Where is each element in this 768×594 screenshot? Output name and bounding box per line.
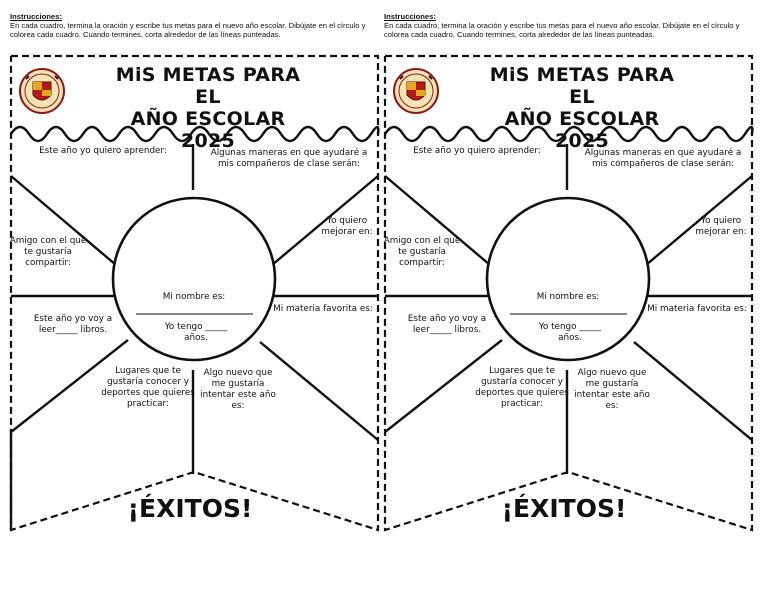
exitos-banner: ¡ÉXITOS! bbox=[127, 494, 253, 523]
prompt-ayudare: Algunas maneras en que ayudaré a mis compañeros de clase serán: bbox=[584, 148, 742, 169]
prompt-nombre: Mi nombre es: bbox=[162, 292, 226, 302]
prompt-materia: Mi materia favorita es: bbox=[647, 304, 747, 314]
school-seal-icon bbox=[392, 67, 440, 115]
prompt-mejorar: Yo quiero mejorar en: bbox=[695, 216, 747, 237]
worksheet-left bbox=[8, 12, 382, 542]
prompt-aprender: Este año yo quiero aprender: bbox=[39, 146, 167, 156]
school-seal-icon bbox=[18, 67, 66, 115]
prompt-amigo: Amigo con el que te gustaría compartir: bbox=[9, 236, 87, 268]
title-line-2: AÑO ESCOLAR 2025 bbox=[130, 108, 286, 152]
instructions-title: Instrucciones: bbox=[384, 12, 436, 21]
prompt-nuevo: Algo nuevo que me gustaría intentar este año es: bbox=[574, 368, 650, 411]
title-line-1: MiS METAS PARA EL bbox=[115, 64, 301, 108]
instructions-body: En cada cuadro, termina la oración y escribe tus metas para el nuevo año escolar. Dibújate en el círculo y colorea cada cuadro. Cuando termines, corta alrededor de las líneas punteadas. bbox=[384, 21, 740, 39]
instructions-title: Instrucciones: bbox=[10, 12, 62, 21]
instructions-body: En cada cuadro, termina la oración y escribe tus metas para el nuevo año escolar. Dibújate en el círculo y colorea cada cuadro. Cuando termines, corta alrededor de las líneas punteadas. bbox=[10, 21, 366, 39]
prompt-mejorar: Yo quiero mejorar en: bbox=[321, 216, 373, 237]
title-line-2: AÑO ESCOLAR 2025 bbox=[504, 108, 660, 152]
prompt-tengo: Yo tengo _____ años. bbox=[164, 322, 228, 343]
prompt-lugares: Lugares que te gustaría conocer y deportes que quieres practicar: bbox=[475, 366, 569, 409]
worksheet-title bbox=[482, 64, 682, 152]
prompt-ayudare: Algunas maneras en que ayudaré a mis compañeros de clase serán: bbox=[210, 148, 368, 169]
prompt-materia: Mi materia favorita es: bbox=[273, 304, 373, 314]
worksheet-title bbox=[108, 64, 308, 152]
prompt-amigo: Amigo con el que te gustaría compartir: bbox=[383, 236, 461, 268]
prompt-tengo: Yo tengo _____ años. bbox=[538, 322, 602, 343]
prompt-nombre: Mi nombre es: bbox=[536, 292, 600, 302]
exitos-banner: ¡ÉXITOS! bbox=[501, 494, 627, 523]
title-line-1: MiS METAS PARA EL bbox=[489, 64, 675, 108]
prompt-lugares: Lugares que te gustaría conocer y deportes que quieres practicar: bbox=[101, 366, 195, 409]
prompt-nuevo: Algo nuevo que me gustaría intentar este año es: bbox=[200, 368, 276, 411]
prompt-leer: Este año yo voy a leer_____ libros. bbox=[407, 314, 487, 335]
prompt-aprender: Este año yo quiero aprender: bbox=[413, 146, 541, 156]
worksheet-right bbox=[382, 12, 756, 542]
prompt-leer: Este año yo voy a leer_____ libros. bbox=[33, 314, 113, 335]
